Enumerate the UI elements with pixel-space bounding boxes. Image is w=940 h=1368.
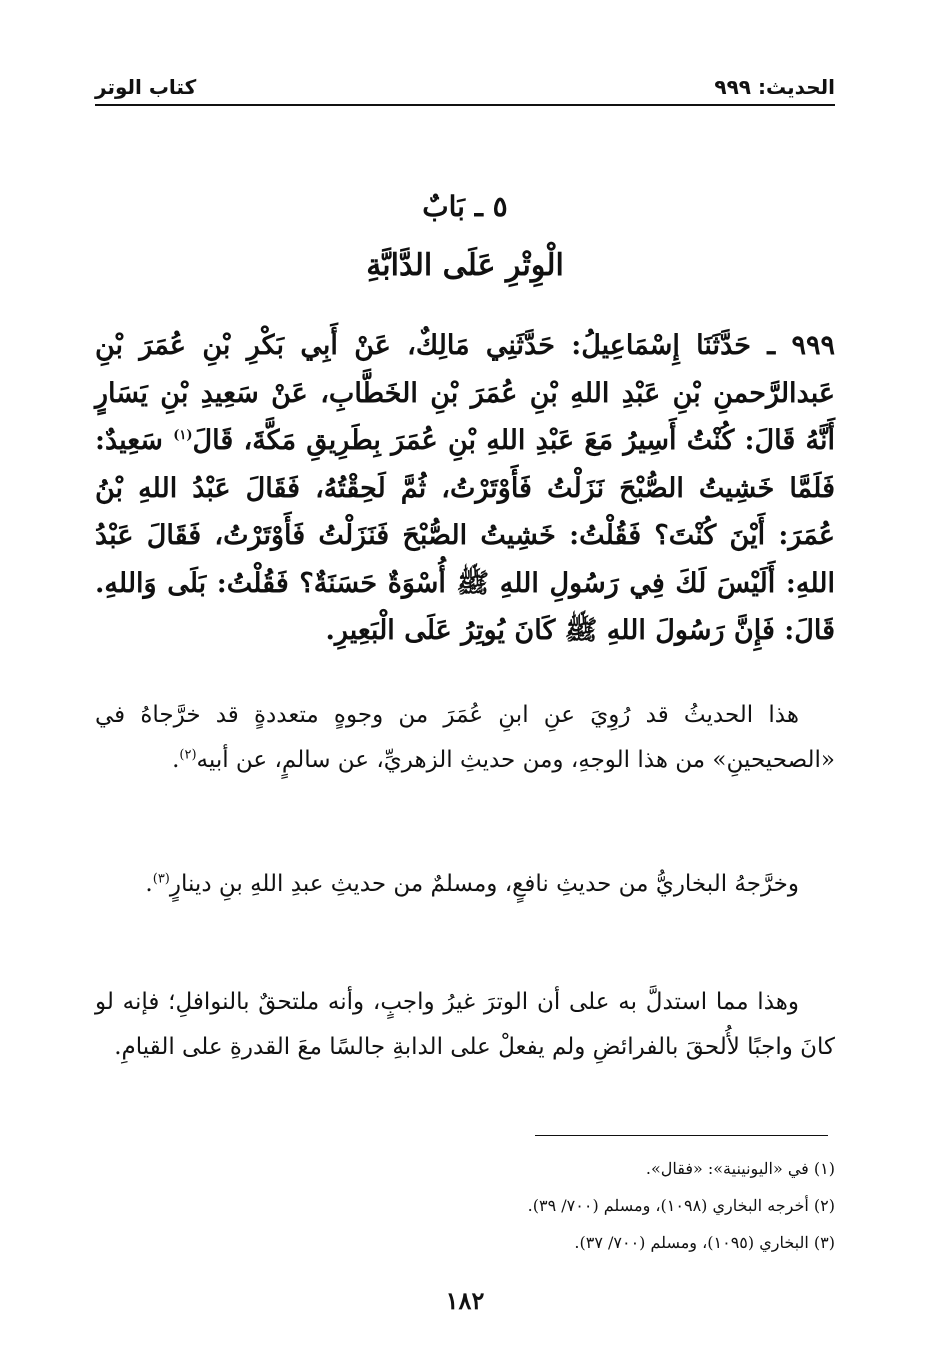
footnote-ref-2: (٢) xyxy=(179,747,197,763)
commentary-paragraph-1 xyxy=(95,693,835,783)
commentary-end: . xyxy=(172,747,180,773)
commentary-paragraph-3: وهذا مما استدلَّ به على أن الوترَ غيرُ واجبٍ، وأنه ملتحقٌ بالنوافلِ؛ فإنه لو كانَ واجبًا لأُلحقَ بالفرائضِ ولم يفعلْ على الدابةِ جالسًا معَ القدرةِ على القيامِ. xyxy=(95,989,835,1060)
footnote-1: (١) في «اليونينية»: «فقال». xyxy=(645,1159,835,1178)
footnote-divider xyxy=(535,1135,828,1136)
commentary-paragraph-2 xyxy=(95,862,835,907)
chapter-number: ٥ ـ بَابٌ xyxy=(422,190,508,223)
hadith-text-part2: سَعِيدٌ: فَلَمَّا خَشِيتُ الصُّبْحَ نَزَلْتُ فَأَوْتَرْتُ، ثُمَّ لَحِقْتُهُ، فَقَالَ عَبْدُ اللهِ بْنُ عُمَرَ: أَيْنَ كُنْتَ؟ فَقُلْتُ: خَشِيتُ الصُّبْحَ فَنَزَلْتُ فَأَوْتَرْتُ، فَقَالَ عَبْدُ اللهِ: أَلَيْسَ لَكَ فِي رَسُولِ اللهِ ﷺ أُسْوَةٌ حَسَنَةٌ؟ فَقُلْتُ: بَلَى وَاللهِ. قَالَ: فَإِنَّ رَسُولَ اللهِ ﷺ كَانَ يُوتِرُ عَلَى الْبَعِيرِ. xyxy=(95,425,835,646)
commentary-text: هذا الحديثُ قد رُوِيَ عنِ ابنِ عُمَرَ من وجوهٍ متعددةٍ قد خرَّجاهُ في «الصحيحينِ» من هذا الوجهِ، ومن حديثِ الزهريِّ، عن سالمٍ، عن أبيه xyxy=(95,702,835,773)
commentary-text: وخرَّجهُ البخاريُّ من حديثِ نافعٍ، ومسلمٌ من حديثِ عبدِ اللهِ بنِ دينارٍ xyxy=(169,871,799,897)
footnote-ref-1: (١) xyxy=(173,428,193,443)
footnote-2: (٢) أخرجه البخاري (١٠٩٨)، ومسلم (٧٠٠/ ٣٩). xyxy=(527,1196,835,1215)
page-number: ١٨٢ xyxy=(445,1286,485,1315)
book-title: كتاب الوتر xyxy=(95,75,197,99)
chapter-title: الْوِتْرِ عَلَى الدَّابَّةِ xyxy=(366,248,564,283)
footnote-3: (٣) البخاري (١٠٩٥)، ومسلم (٧٠٠/ ٣٧). xyxy=(574,1233,835,1252)
hadith-text xyxy=(95,322,835,655)
commentary-end: . xyxy=(145,871,153,897)
footnotes xyxy=(95,1150,835,1261)
hadith-number-label: الحديث: ٩٩٩ xyxy=(714,75,835,99)
running-header xyxy=(95,70,835,104)
header-divider xyxy=(95,104,835,106)
footnote-ref-3: (٣) xyxy=(152,871,170,887)
hadith-text-part1: ٩٩٩ ـ حَدَّثَنَا إِسْمَاعِيلُ: حَدَّثَنِي مَالِكٌ، عَنْ أَبِي بَكْرِ بْنِ عُمَرَ بْنِ عَبدالرَّحمنِ بْنِ عَبْدِ اللهِ بْنِ عُمَرَ بْنِ الخَطَّابِ، عَنْ سَعِيدِ بْنِ يَسَارٍ أَنَّهُ قَالَ: كُنْتُ أَسِيرُ مَعَ عَبْدِ اللهِ بْنِ عُمَرَ بِطَرِيقِ مَكَّةَ، قَالَ xyxy=(95,330,835,456)
